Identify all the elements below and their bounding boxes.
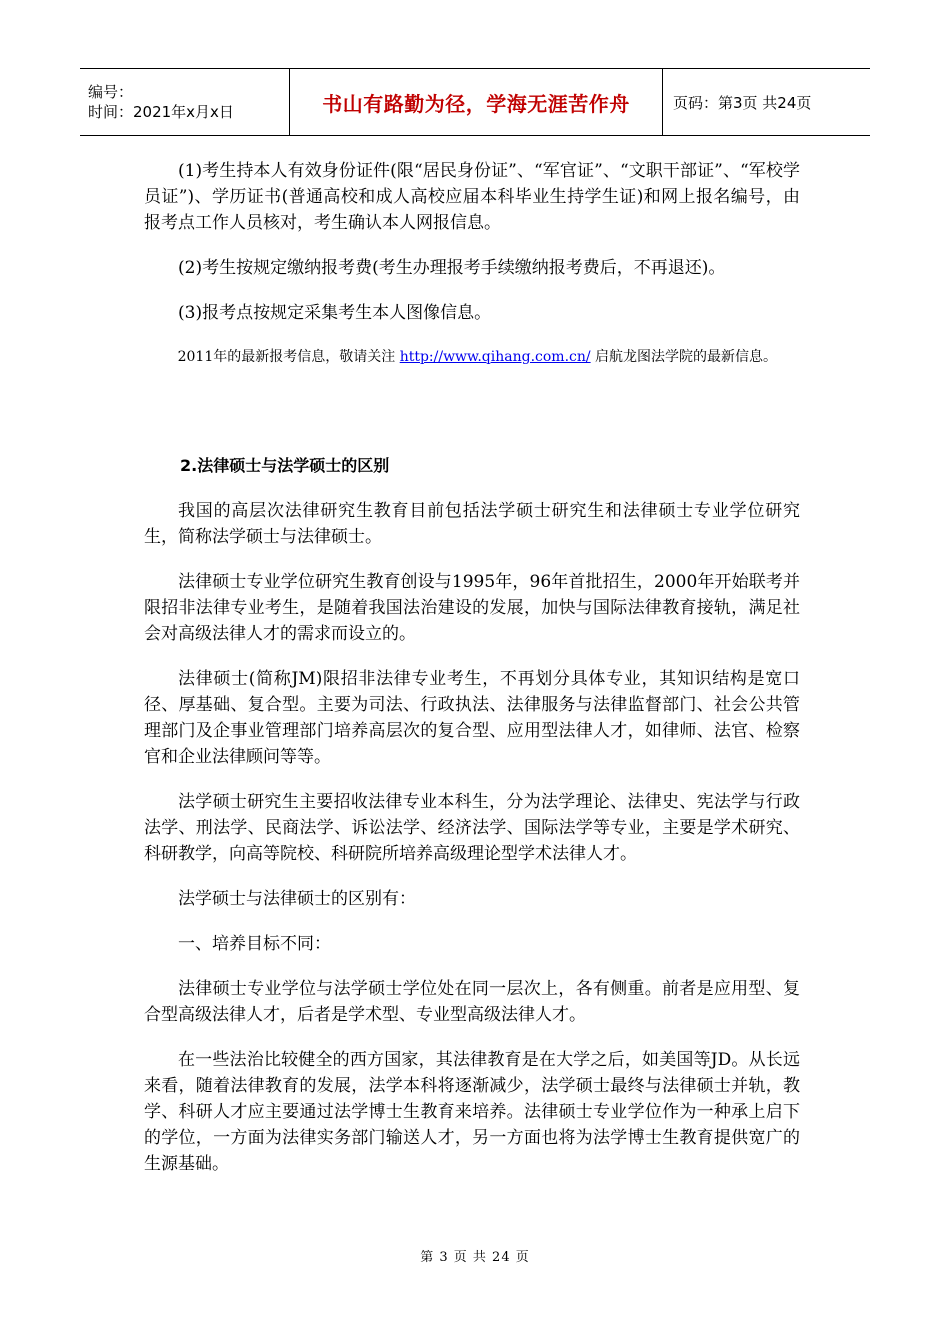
footer-page-number: 第 3 页 共 24 页 bbox=[420, 1250, 530, 1265]
paragraph-differences-heading: 法学硕士与法律硕士的区别有： bbox=[178, 889, 416, 909]
header-meta-cell bbox=[80, 69, 290, 136]
header-motto: 书山有路勤为径，学海无涯苦作舟 bbox=[290, 69, 663, 136]
paragraph-requirement-1: (1)考生持本人有效身份证件(限“居民身份证”、“军官证”、“文职干部证”、“军校学员证”)、学历证书(普通高校和成人高校应届本科毕业生持学生证)和网上报名编号，由报考点工作人员核对，考生确认本人网报信息。 bbox=[144, 161, 800, 233]
notice-text-before: 2011年的最新报考信息，敬请关注 bbox=[177, 349, 400, 365]
paragraph-goal-detail: 法律硕士专业学位与法学硕士学位处在同一层次上，各有侧重。前者是应用型、复合型高级法律人才，后者是学术型、专业型高级法律人才。 bbox=[144, 979, 800, 1025]
header-page-info: 页码：第3页 共24页 bbox=[663, 69, 871, 136]
document-number-label: 编号： bbox=[88, 83, 134, 101]
notice-text-after: 启航龙图法学院的最新信息。 bbox=[590, 349, 778, 365]
paragraph-intro: 我国的高层次法律研究生教育目前包括法学硕士研究生和法律硕士专业学位研究生，简称法学硕士与法律硕士。 bbox=[144, 501, 800, 547]
paragraph-jm-history: 法律硕士专业学位研究生教育创设与1995年，96年首批招生，2000年开始联考并限招非法律专业考生，是随着我国法治建设的发展，加快与国际法律教育接轨，满足社会对高级法律人才的需求而设立的。 bbox=[144, 572, 800, 644]
section-title: 2.法律硕士与法学硕士的区别 bbox=[180, 456, 390, 475]
paragraph-western-comparison: 在一些法治比较健全的西方国家，其法律教育是在大学之后，如美国等JD。从长远来看，随着法律教育的发展，法学本科将逐渐减少，法学硕士最终与法律硕士并轨，教学、科研人才应主要通过法学博士生教育来培养。法律硕士专业学位作为一种承上启下的学位，一方面为法律实务部门输送人才，另一方面也将为法学博士生教育提供宽广的生源基础。 bbox=[144, 1050, 800, 1174]
page-footer bbox=[0, 1246, 950, 1265]
page-header bbox=[80, 68, 870, 136]
paragraph-lm-description: 法学硕士研究生主要招收法律专业本科生，分为法学理论、法律史、宪法学与行政法学、刑法学、民商法学、诉讼法学、经济法学、国际法学等专业，主要是学术研究、科研教学，向高等院校、科研院所培养高级理论型学术法律人才。 bbox=[144, 792, 800, 864]
paragraph-jm-description: 法律硕士(简称JM)限招非法律专业考生，不再划分具体专业，其知识结构是宽口径、厚基础、复合型。主要为司法、行政执法、法律服务与法律监督部门、社会公共管理部门及企事业管理部门培养高层次的复合型、应用型法律人才，如律师、法官、检察官和企业法律顾问等等。 bbox=[144, 669, 800, 767]
document-body bbox=[144, 158, 800, 1196]
paragraph-goal-heading: 一、培养目标不同： bbox=[178, 934, 331, 954]
qihang-link[interactable]: http://www.qihang.com.cn/ bbox=[399, 349, 591, 365]
notice-paragraph bbox=[144, 345, 800, 369]
paragraph-requirement-2: (2)考生按规定缴纳报考费(考生办理报考手续缴纳报考费后，不再退还)。 bbox=[178, 258, 726, 278]
paragraph-requirement-3: (3)报考点按规定采集考生本人图像信息。 bbox=[178, 303, 492, 323]
document-date-label: 时间：2021年x月x日 bbox=[88, 103, 234, 121]
